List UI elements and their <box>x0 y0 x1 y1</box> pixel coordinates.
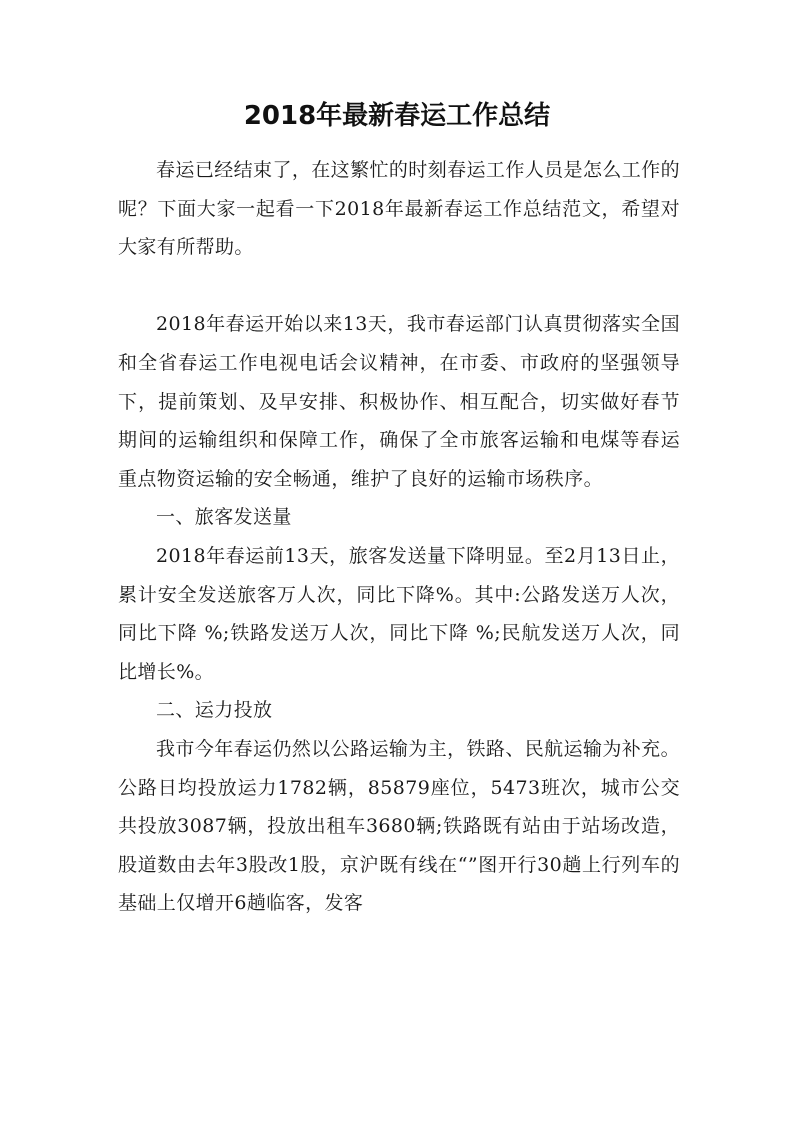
document-body <box>118 151 680 923</box>
document-title: 2018年最新春运工作总结 <box>243 101 551 131</box>
paragraph-passenger-volume: 2018年春运前13天，旅客发送量下降明显。至2月13日止，累计安全发送旅客万人次，同比下降%。其中:公路发送万人次，同比下降 %;铁路发送万人次，同比下降 %;民航发送万人次，同比增长%。 <box>118 544 680 683</box>
section-heading-capacity: 二、运力投放 <box>156 699 273 722</box>
paragraph-overview: 2018年春运开始以来13天，我市春运部门认真贯彻落实全国和全省春运工作电视电话会议精神，在市委、市政府的坚强领导下，提前策划、及早安排、积极协作、相互配合，切实做好春节期间的运输组织和保障工作，确保了全市旅客运输和电煤等春运重点物资运输的安全畅通，维护了良好的运输市场秩序。 <box>118 313 680 490</box>
section-heading-passenger-volume: 一、旅客发送量 <box>156 506 292 529</box>
paragraph-intro: 春运已经结束了，在这繁忙的时刻春运工作人员是怎么工作的呢？下面大家一起看一下2018年最新春运工作总结范文，希望对大家有所帮助。 <box>118 159 680 259</box>
paragraph-capacity: 我市今年春运仍然以公路运输为主，铁路、民航运输为补充。公路日均投放运力1782辆，85879座位，5473班次，城市公交共投放3087辆，投放出租车3680辆;铁路既有站由于站场改造，股道数由去年3股改1股，京沪既有线在“”图开行30趟上行列车的基础上仅增开6趟临客，发客 <box>118 737 680 915</box>
